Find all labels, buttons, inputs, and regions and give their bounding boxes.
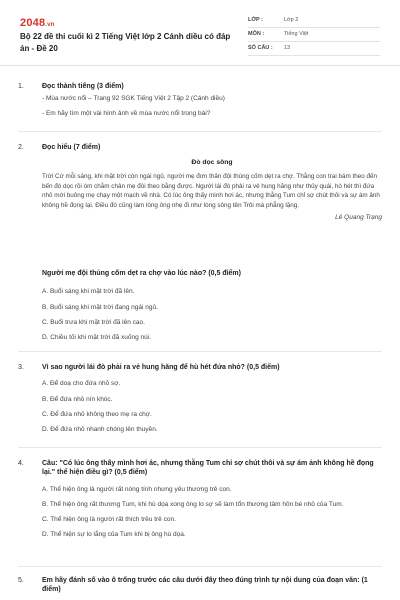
logo-suffix: .vn [45,22,55,28]
meta-value: Lớp 2 [284,16,299,23]
question-number: 5. [18,577,24,584]
question-title: Đọc thành tiếng (3 điểm) [42,83,124,90]
question-2-sub [18,269,382,342]
document-meta [248,14,380,56]
answer-option-c[interactable]: C. Buổi trưa khi mặt trời đã lên cao. [42,318,145,326]
question-number: 4. [18,460,24,467]
meta-value: 13 [284,44,291,51]
question-3 [18,363,382,434]
question-5 [18,576,382,595]
passage-text: Trời Cứ mỗi sáng, khi mặt trời còn ngái ngủ, người mẹ đơn thân đội thúng cốm dẹt ra chợ. Thằng con trai bám theo đến bến đò dọc rồi òm chằm chân mẹ đòi theo bằng được. Người lái đò phải ra vẻ hung hăng như thủy quái, hò hét thì đứa nhỏ mới buông mẹ chạy một mạch về nhà. Có lúc ông thấy mình hơi ác, nhưng thằng Tum chỉ sợ chút thôi và sự ám ảnh không hề đọng lại. Điều đó cũng làm lòng ông nhẹ đi như lòng sông tên Trôi mà phẳng lặng. [42,172,380,210]
question-number: 1. [18,83,24,90]
question-1 [18,82,382,119]
answer-option-c[interactable]: C. Thể hiện ông là người rất thích trêu trẻ con. [42,516,176,524]
answer-option-b[interactable]: B. Buổi sáng khi mặt trời đang ngái ngủ. [42,303,158,311]
question-line: - Mùa nước nổi – Trang 92 SGK Tiếng Việt 2 Tập 2 (Cánh diều) [42,95,225,103]
meta-row-subject [248,28,380,42]
question-number: 3. [18,364,24,371]
answer-option-d[interactable]: D. Để đứa nhỏ nhanh chóng lên thuyền. [42,425,158,433]
page-title: Bộ 22 đề thi cuối kì 2 Tiếng Việt lớp 2 Cánh diều có đáp án - Đề 20 [20,32,231,53]
answer-option-b[interactable]: B. Để đứa nhỏ nín khóc. [42,395,113,403]
passage-author: Lê Quang Trạng [335,214,382,222]
answer-option-a[interactable]: A. Thể hiện ông là người rất nóng tính nhưng yêu thương trẻ con. [42,485,232,493]
question-title: Em hãy đánh số vào ô trống trước các câu dưới đây theo đúng trình tự nội dung của đoạn văn: (1 điểm) [42,577,368,594]
divider [18,566,382,567]
answer-option-a[interactable]: A. Để doạ cho đứa nhỏ sợ. [42,380,121,388]
meta-key: LỚP : [248,16,263,23]
meta-value: Tiếng Việt [284,30,309,37]
meta-row-count [248,42,380,56]
logo-text: 2048 [20,17,46,29]
answer-option-b[interactable]: B. Thể hiện ông rất thương Tum, khi hù dọa xong ông lo sợ sẽ làm tổn thương tâm hồn bé nhỏ của Tum. [42,500,344,508]
divider [18,131,382,132]
meta-row-grade [248,14,380,28]
meta-key: MÔN : [248,30,265,37]
question-title: Vì sao người lái đò phải ra vẻ hung hăng để hù hét đứa nhỏ? (0,5 điểm) [42,364,280,371]
meta-key: SỐ CÂU : [248,44,273,51]
answer-option-d[interactable]: D. Chiều tối khi mặt trời đã xuống núi. [42,333,152,341]
answer-option-c[interactable]: C. Để đứa nhỏ không theo mẹ ra chợ. [42,410,152,418]
divider [18,447,382,448]
answer-option-a[interactable]: A. Buổi sáng khi mặt trời đã lên. [42,288,135,296]
passage-title: Đò dọc sông [191,159,233,167]
question-title: Đọc hiểu (7 điểm) [42,144,101,151]
question-title: Câu: "Có lúc ông thấy mình hơi ác, nhưng thằng Tum chỉ sợ chút thôi và sự ám ảnh không hề đọng lại." thể hiện điều gì? (0,5 điểm) [42,460,374,477]
divider [18,351,382,352]
answer-option-d[interactable]: D. Thể hiện sự lo lắng của Tum khi bị ông hù dọa. [42,531,186,539]
question-4 [18,459,382,539]
question-2 [18,143,382,223]
sub-question-title: Người mẹ đội thúng cốm dẹt ra chợ vào lúc nào? (0,5 điểm) [42,270,241,277]
site-logo[interactable] [20,16,55,31]
document-header [0,0,400,66]
question-number: 2. [18,144,24,151]
question-line: - Em hãy tìm một vài hình ảnh về mùa nước nổi trong bài? [42,110,211,118]
